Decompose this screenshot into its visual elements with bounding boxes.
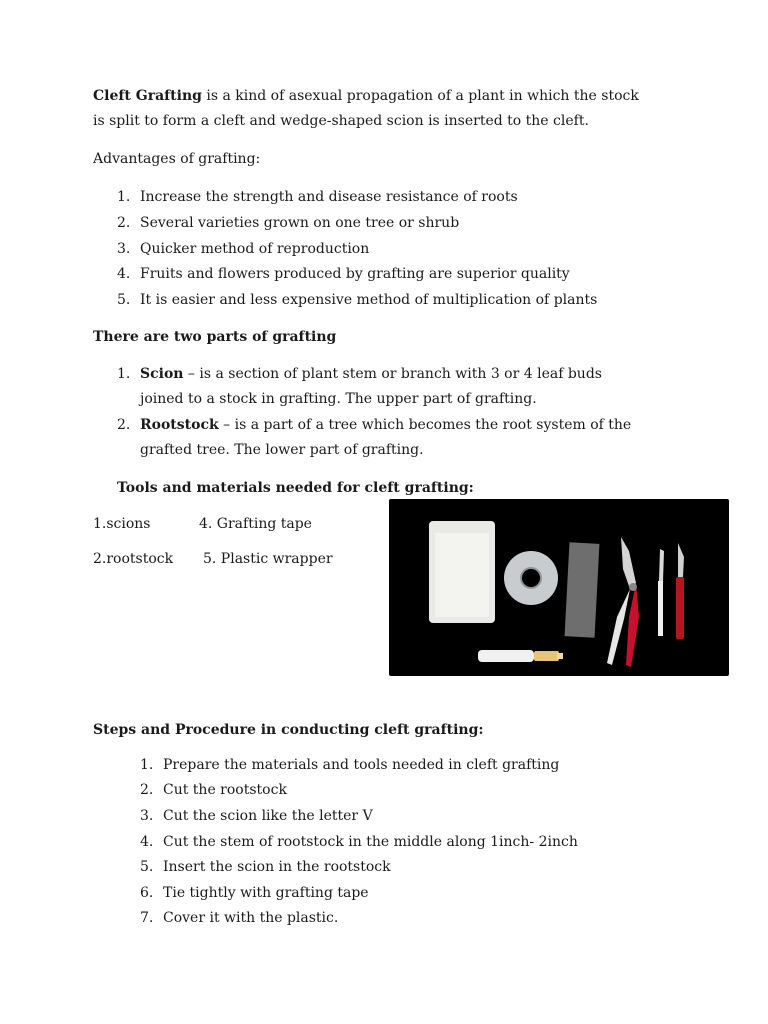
- intro-line-1-rest: is a kind of asexual propagation of a plant in which the stock: [201, 88, 639, 104]
- grafting-knife-icon: [658, 549, 664, 636]
- step-item: 7. Cover it with the plastic.: [140, 910, 339, 926]
- intro-line-1: [93, 84, 693, 109]
- step-item: 5. Insert the scion in the rootstock: [140, 859, 391, 875]
- tool-item: 1.scions: [93, 516, 151, 532]
- tool-item: 2.rootstock: [93, 551, 174, 567]
- tools-heading: Tools and materials needed for cleft grafting:: [117, 480, 474, 496]
- part-item-scion: 1. Scion – is a section of plant stem or branch with 3 or 4 leaf buds: [117, 366, 602, 382]
- step-item: 2. Cut the rootstock: [140, 782, 287, 798]
- tool-item: 4. Grafting tape: [199, 516, 312, 532]
- intro-term: Cleft Grafting: [93, 88, 202, 104]
- advantage-item: 4. Fruits and flowers produced by grafting are superior quality: [117, 266, 570, 282]
- step-item: 6. Tie tightly with grafting tape: [140, 885, 369, 901]
- part-item-rootstock: 2. Rootstock – is a part of a tree which becomes the root system of the: [117, 417, 632, 433]
- advantages-heading: Advantages of grafting:: [93, 151, 261, 167]
- grafting-tools-photo: [389, 499, 729, 676]
- part-item-rootstock-continuation: grafted tree. The lower part of grafting.: [140, 442, 424, 458]
- pruning-shears-icon: [607, 537, 639, 667]
- marker-pen-icon: [478, 650, 563, 662]
- grafting-knife-icon: [676, 543, 684, 639]
- intro-line-2: is split to form a cleft and wedge-shaped scion is inserted to the cleft.: [93, 113, 589, 129]
- advantage-item: 2. Several varieties grown on one tree or shrub: [117, 215, 460, 231]
- step-item: 3. Cut the scion like the letter V: [140, 808, 373, 824]
- step-item: 4. Cut the stem of rootstock in the middle along 1inch- 2inch: [140, 834, 578, 850]
- sharpening-stone-icon: [565, 542, 600, 637]
- advantage-item: 3. Quicker method of reproduction: [117, 241, 370, 257]
- steps-heading: Steps and Procedure in conducting cleft grafting:: [93, 722, 484, 738]
- parts-heading: There are two parts of grafting: [93, 329, 337, 345]
- part-item-scion-continuation: joined to a stock in grafting. The upper part of grafting.: [140, 391, 537, 407]
- intro-paragraph: [93, 84, 693, 134]
- step-item: 1. Prepare the materials and tools needed in cleft grafting: [140, 757, 560, 773]
- tool-item: 5. Plastic wrapper: [203, 551, 333, 567]
- advantage-item: 5. It is easier and less expensive method of multiplication of plants: [117, 292, 598, 308]
- advantage-item: 1. Increase the strength and disease resistance of roots: [117, 189, 518, 205]
- grafting-tools-illustration: [389, 499, 729, 676]
